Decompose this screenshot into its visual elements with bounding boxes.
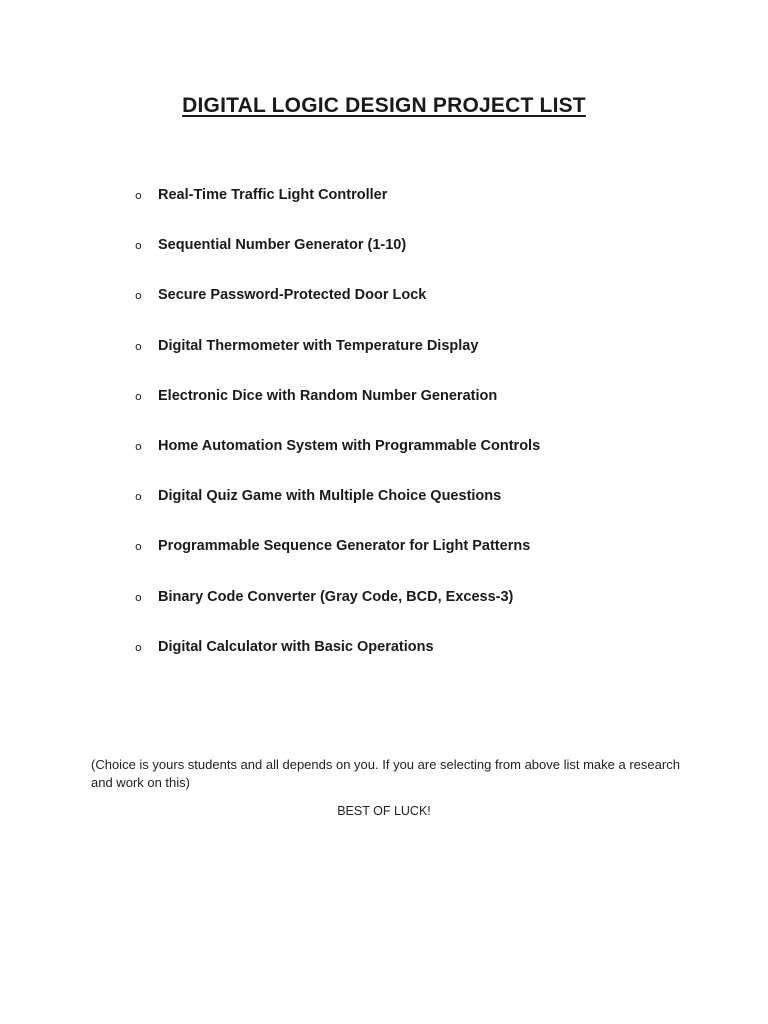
list-item xyxy=(135,435,540,485)
page-title-text: DIGITAL LOGIC DESIGN PROJECT LIST xyxy=(182,94,586,117)
bullet-icon: o xyxy=(135,490,142,504)
list-item xyxy=(135,586,540,636)
bullet-icon: o xyxy=(135,289,142,303)
project-title: Real-Time Traffic Light Controller xyxy=(158,187,388,203)
instruction-note: (Choice is yours students and all depends on you. If you are selecting from above list make a research and work on this) xyxy=(91,757,680,790)
list-item xyxy=(135,636,540,686)
bullet-icon: o xyxy=(135,339,142,353)
project-title: Home Automation System with Programmable Controls xyxy=(158,437,541,454)
project-title: Digital Calculator with Basic Operations xyxy=(158,638,434,655)
project-title: Sequential Number Generator (1-10) xyxy=(158,237,407,254)
bullet-icon: o xyxy=(135,189,142,202)
project-title: Digital Quiz Game with Multiple Choice Questions xyxy=(158,488,502,505)
bullet-icon: o xyxy=(135,590,142,604)
page-title xyxy=(0,94,768,118)
bullet-icon: o xyxy=(135,239,142,253)
project-title: Binary Code Converter (Gray Code, BCD, Excess-3) xyxy=(158,588,514,605)
list-item xyxy=(135,385,540,435)
list-item xyxy=(135,184,540,234)
bullet-icon: o xyxy=(135,439,142,453)
bullet-icon: o xyxy=(135,389,142,403)
bullet-icon: o xyxy=(135,540,142,554)
list-item xyxy=(135,284,540,334)
project-title: Digital Thermometer with Temperature Display xyxy=(158,337,479,354)
project-title: Secure Password-Protected Door Lock xyxy=(158,287,427,304)
signoff-text: BEST OF LUCK! xyxy=(337,804,431,818)
list-item xyxy=(135,535,540,585)
list-item xyxy=(135,335,540,385)
bullet-icon: o xyxy=(135,640,142,654)
project-list xyxy=(135,184,540,686)
list-item xyxy=(135,234,540,284)
project-title: Programmable Sequence Generator for Light Patterns xyxy=(158,538,531,555)
list-item xyxy=(135,485,540,535)
project-title: Electronic Dice with Random Number Generation xyxy=(158,387,498,404)
